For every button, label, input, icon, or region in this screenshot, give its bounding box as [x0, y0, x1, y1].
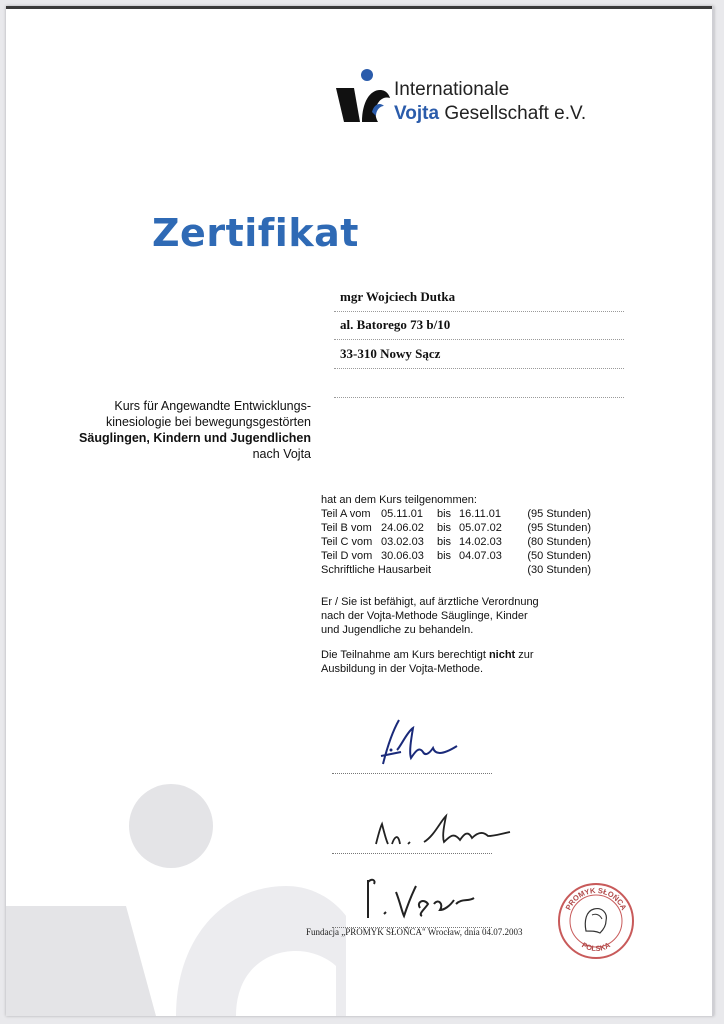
vojta-logo-icon [334, 66, 390, 124]
course-line-4: nach Vojta [252, 447, 311, 461]
qualification-line-1: Er / Sie ist befähigt, auf ärztliche Verordnung [321, 596, 539, 608]
logo-line-2 [394, 103, 586, 125]
recipient-city: 33-310 Nowy Sącz [334, 343, 624, 369]
course-line-2: kinesiologie bei bewegungsgestörten [105, 415, 311, 429]
part-to: 14.02.03 [459, 536, 502, 548]
part-bis: bis [437, 550, 452, 562]
part-label: Teil A vom [321, 508, 371, 520]
part-bis: bis [437, 536, 452, 548]
signature-line-1 [332, 772, 492, 774]
part-from: 03.02.03 [381, 536, 424, 548]
recipient-extra-line [334, 372, 624, 398]
signature-line-2 [332, 852, 492, 854]
course-part-row [321, 521, 591, 535]
part-from: 05.11.01 [381, 508, 424, 520]
signature-3 [356, 874, 496, 926]
part-to: 05.07.02 [459, 522, 502, 534]
stamp-top-text: PROMYK SŁOŃCA [563, 885, 629, 912]
scan-edge-top [6, 6, 714, 9]
issuer-footer: Fundacja „PROMYK SŁOŃCA" Wrocław, dnia 04.07.2003 [306, 927, 523, 937]
logo-society: Gesellschaft e.V. [444, 103, 587, 124]
part-from: 24.06.02 [381, 522, 424, 534]
hausarbeit-hours: (30 Stunden) [527, 564, 591, 576]
stamp-bottom-text: POLSKA [580, 940, 612, 954]
promyk-slonca-stamp [556, 881, 636, 961]
part-label: Teil B vom [321, 522, 372, 534]
course-line-1: Kurs für Angewandte Entwicklungs- [114, 399, 311, 413]
signature-1 [361, 712, 471, 772]
part-hours: (80 Stunden) [527, 536, 591, 548]
signature-2 [364, 806, 514, 856]
course-line-3: Säuglingen, Kindern und Jugendlichen [79, 431, 311, 445]
logo-brand: Vojta [394, 103, 440, 124]
hausarbeit-label: Schriftliche Hausarbeit [321, 564, 432, 576]
notice-bold: nicht [488, 649, 516, 661]
logo-line-1: Internationale [394, 79, 510, 100]
qualification-paragraph [321, 595, 601, 637]
course-part-row [321, 535, 591, 549]
hausarbeit-row [321, 563, 591, 577]
part-hours: (95 Stunden) [527, 522, 591, 534]
course-part-row [321, 507, 591, 521]
notice-line-2: Ausbildung in der Vojta-Methode. [321, 663, 484, 675]
course-description [46, 398, 311, 462]
notice-pre: Die Teilnahme am Kurs berechtigt [321, 649, 489, 661]
qualification-line-3: und Jugendliche zu behandeln. [321, 624, 474, 636]
part-hours: (50 Stunden) [527, 550, 591, 562]
certificate-title: Zertifikat [152, 211, 359, 255]
course-part-row [321, 549, 591, 563]
notice-post: zur [515, 649, 534, 661]
part-hours: (95 Stunden) [527, 508, 591, 520]
part-bis: bis [437, 522, 452, 534]
part-label: Teil C vom [321, 536, 373, 548]
participation-block [321, 493, 591, 577]
qualification-line-2: nach der Vojta-Methode Säuglinge, Kinder [321, 610, 528, 622]
recipient-name: mgr Wojciech Dutka [334, 286, 624, 312]
notice-line-1 [321, 648, 601, 662]
notice-paragraph [321, 648, 601, 676]
part-bis: bis [437, 508, 452, 520]
part-label: Teil D vom [321, 550, 373, 562]
part-to: 16.11.01 [459, 508, 502, 520]
scan-edge-right [712, 6, 714, 1016]
recipient-street: al. Batorego 73 b/10 [334, 314, 624, 340]
svg-text:POLSKA [580, 940, 612, 953]
part-to: 04.07.03 [459, 550, 502, 562]
part-from: 30.06.03 [381, 550, 424, 562]
vojta-logo [334, 66, 614, 126]
watermark-logo [6, 766, 346, 1016]
participation-heading: hat an dem Kurs teilgenommen: [321, 494, 477, 506]
certificate-page [6, 6, 714, 1016]
